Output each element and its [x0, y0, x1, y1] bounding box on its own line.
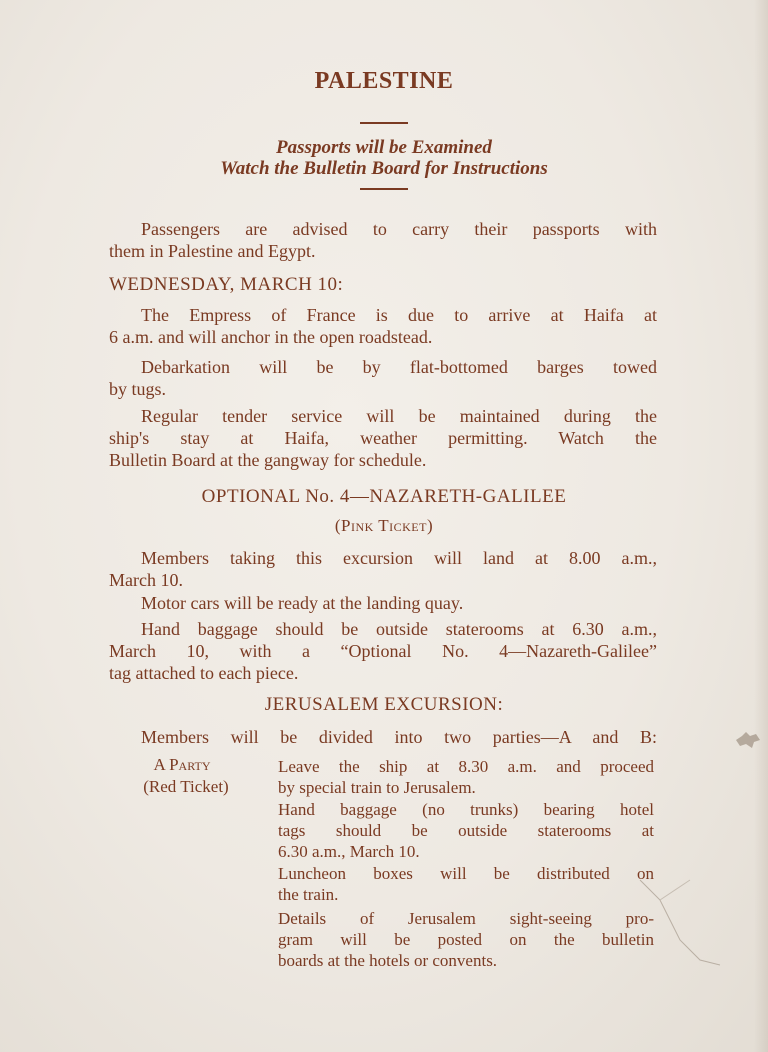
- intro-line: Passengers are advised to carry their passports with: [141, 219, 657, 239]
- party-a-leave-line: by special train to Jerusalem.: [278, 778, 476, 797]
- jerusalem-heading: JERUSALEM EXCURSION:: [264, 694, 504, 715]
- parties-line: Members will be divided into two parties—A and B:: [141, 727, 657, 747]
- intro-line: them in Palestine and Egypt.: [109, 241, 316, 261]
- optional-members-paragraph: [109, 547, 657, 591]
- party-a-baggage-line: 6.30 a.m., March 10.: [278, 842, 420, 861]
- party-a-leave-line: Leave the ship at 8.30 a.m. and proceed: [278, 757, 654, 776]
- party-a-details-line: boards at the hotels or convents.: [278, 951, 498, 970]
- party-a-details: [278, 908, 654, 971]
- party-a-luncheon: [278, 863, 654, 905]
- tender-line: Regular tender service will be maintained during the: [141, 406, 657, 426]
- party-a-luncheon-line: Luncheon boxes will be distributed on: [278, 864, 654, 883]
- paper-crease-mark: [620, 860, 760, 980]
- debarkation-line: by tugs.: [109, 379, 167, 399]
- arrival-paragraph: [109, 304, 657, 348]
- party-a-luncheon-line: the train.: [278, 885, 339, 904]
- page-title: PALESTINE: [314, 68, 454, 94]
- party-a-baggage: [278, 799, 654, 862]
- ink-smudge-mark: [734, 728, 762, 752]
- title-divider-top: [360, 122, 408, 124]
- tender-line: ship's stay at Haifa, weather permitting. Watch the: [109, 428, 657, 448]
- motor-cars-line: Motor cars will be ready at the landing quay.: [141, 593, 464, 613]
- optional-heading: OPTIONAL No. 4—NAZARETH-GALILEE: [201, 486, 567, 507]
- bulletin-notice: Watch the Bulletin Board for Instructions: [220, 158, 548, 179]
- tender-line: Bulletin Board at the gangway for schedule.: [109, 450, 427, 470]
- optional-baggage-line: March 10, with a “Optional No. 4—Nazareth-Galilee”: [109, 641, 657, 661]
- party-a-details-line: Details of Jerusalem sight-seeing pro-: [278, 909, 654, 928]
- debarkation-line: Debarkation will be by flat-bottomed barges towed: [141, 357, 657, 377]
- party-a-label: A Party: [153, 755, 211, 774]
- debarkation-paragraph: [109, 356, 657, 400]
- motor-cars-paragraph: [109, 592, 657, 614]
- intro-paragraph: [109, 218, 657, 262]
- date-heading: WEDNESDAY, MARCH 10:: [109, 274, 344, 295]
- optional-members-line: Members taking this excursion will land at 8.00 a.m.,: [141, 548, 657, 568]
- optional-baggage-paragraph: [109, 618, 657, 684]
- optional-baggage-line: Hand baggage should be outside staterooms at 6.30 a.m.,: [141, 619, 657, 639]
- party-a-leave: [278, 756, 654, 798]
- party-a-details-line: gram will be posted on the bulletin: [278, 930, 654, 949]
- optional-baggage-line: tag attached to each piece.: [109, 663, 299, 683]
- arrival-line: 6 a.m. and will anchor in the open roadstead.: [109, 327, 433, 347]
- pink-ticket-label: (Pink Ticket): [334, 516, 434, 535]
- title-divider-bottom: [360, 188, 408, 190]
- party-a-baggage-line: tags should be outside staterooms at: [278, 821, 654, 840]
- passport-notice: Passports will be Examined: [276, 137, 492, 158]
- arrival-line: The Empress of France is due to arrive at Haifa at: [141, 305, 657, 325]
- optional-members-line: March 10.: [109, 570, 183, 590]
- parties-paragraph: [109, 726, 657, 748]
- party-a-baggage-line: Hand baggage (no trunks) bearing hotel: [278, 800, 654, 819]
- party-a-ticket: (Red Ticket): [143, 777, 229, 796]
- tender-paragraph: [109, 405, 657, 471]
